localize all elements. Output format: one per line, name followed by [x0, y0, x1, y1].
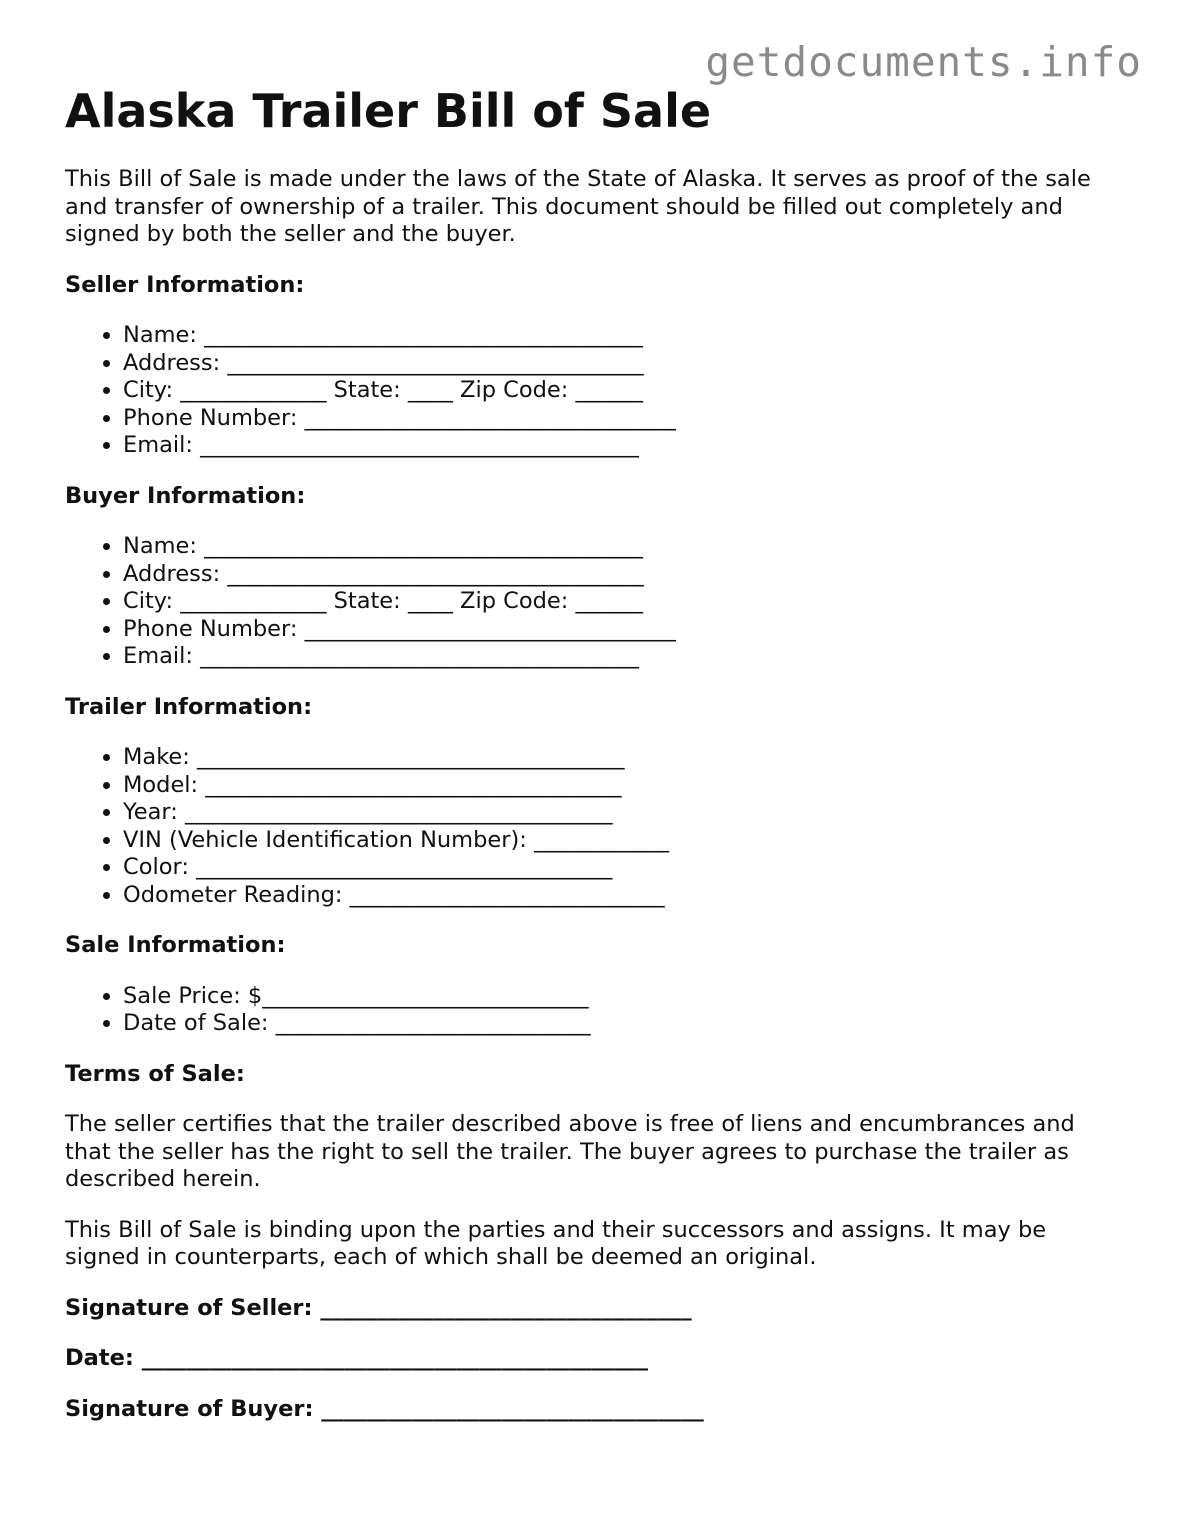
trailer-year-field: • Year: ______________________________________: [123, 799, 1125, 827]
trailer-color-field: • Color: _____________________________________: [123, 854, 1125, 882]
trailer-vin-field: • VIN (Vehicle Identification Number): ____________: [123, 827, 1125, 855]
seller-signature-line: Signature of Seller: _________________________________: [65, 1294, 692, 1321]
buyer-information-list: [65, 533, 1125, 671]
date-signature-line: Date: _____________________________________________: [65, 1345, 648, 1371]
seller-address-field: • Address: _____________________________________: [123, 350, 1125, 378]
buyer-city-state-zip-field: • City: _____________ State: ____ Zip Code: ______: [123, 588, 1125, 616]
sale-information-list: [65, 983, 1125, 1038]
terms-paragraph-binding: This Bill of Sale is binding upon the parties and their successors and assigns. It may be signed in counterparts, each of which shall be deemed an original.: [65, 1216, 1047, 1270]
sale-date-field: • Date of Sale: ____________________________: [123, 1010, 1125, 1038]
sale-information-heading: Sale Information:: [65, 932, 286, 958]
buyer-information-heading: Buyer Information:: [65, 482, 306, 509]
seller-city-state-zip-field: • City: _____________ State: ____ Zip Code: ______: [123, 377, 1125, 405]
trailer-information-list: [65, 744, 1125, 909]
buyer-phone-field: • Phone Number: _________________________________: [123, 616, 1125, 644]
watermark: getdocuments.info: [705, 38, 1142, 86]
buyer-name-field: • Name: _______________________________________: [123, 533, 1125, 561]
terms-of-sale-heading: Terms of Sale:: [65, 1060, 245, 1087]
terms-paragraph-liens: The seller certifies that the trailer described above is free of liens and encumbrances and that the seller has the right to sell the trailer. The buyer agrees to purchase the trailer as described herein.: [65, 1111, 1075, 1192]
seller-information-heading: Seller Information:: [65, 271, 305, 298]
buyer-address-field: • Address: _____________________________________: [123, 561, 1125, 589]
sale-price-field: • Sale Price: $_____________________________: [123, 983, 1125, 1011]
seller-information-list: [65, 322, 1125, 460]
document-title: Alaska Trailer Bill of Sale: [65, 84, 712, 138]
seller-phone-field: • Phone Number: _________________________________: [123, 405, 1125, 433]
intro-paragraph: This Bill of Sale is made under the laws of the State of Alaska. It serves as proof of the sale and transfer of ownership of a trailer. This document should be filled out completely and signed by both the seller and the buyer.: [65, 166, 1091, 247]
buyer-signature-line: Signature of Buyer: __________________________________: [65, 1395, 704, 1422]
trailer-odometer-field: • Odometer Reading: ____________________________: [123, 882, 1125, 910]
trailer-information-heading: Trailer Information:: [65, 693, 313, 720]
buyer-email-field: • Email: _______________________________________: [123, 643, 1125, 671]
trailer-model-field: • Model: _____________________________________: [123, 772, 1125, 800]
trailer-make-field: • Make: ______________________________________: [123, 744, 1125, 772]
seller-email-field: • Email: _______________________________________: [123, 432, 1125, 460]
document-page: [65, 80, 1125, 1423]
seller-name-field: • Name: _______________________________________: [123, 322, 1125, 350]
